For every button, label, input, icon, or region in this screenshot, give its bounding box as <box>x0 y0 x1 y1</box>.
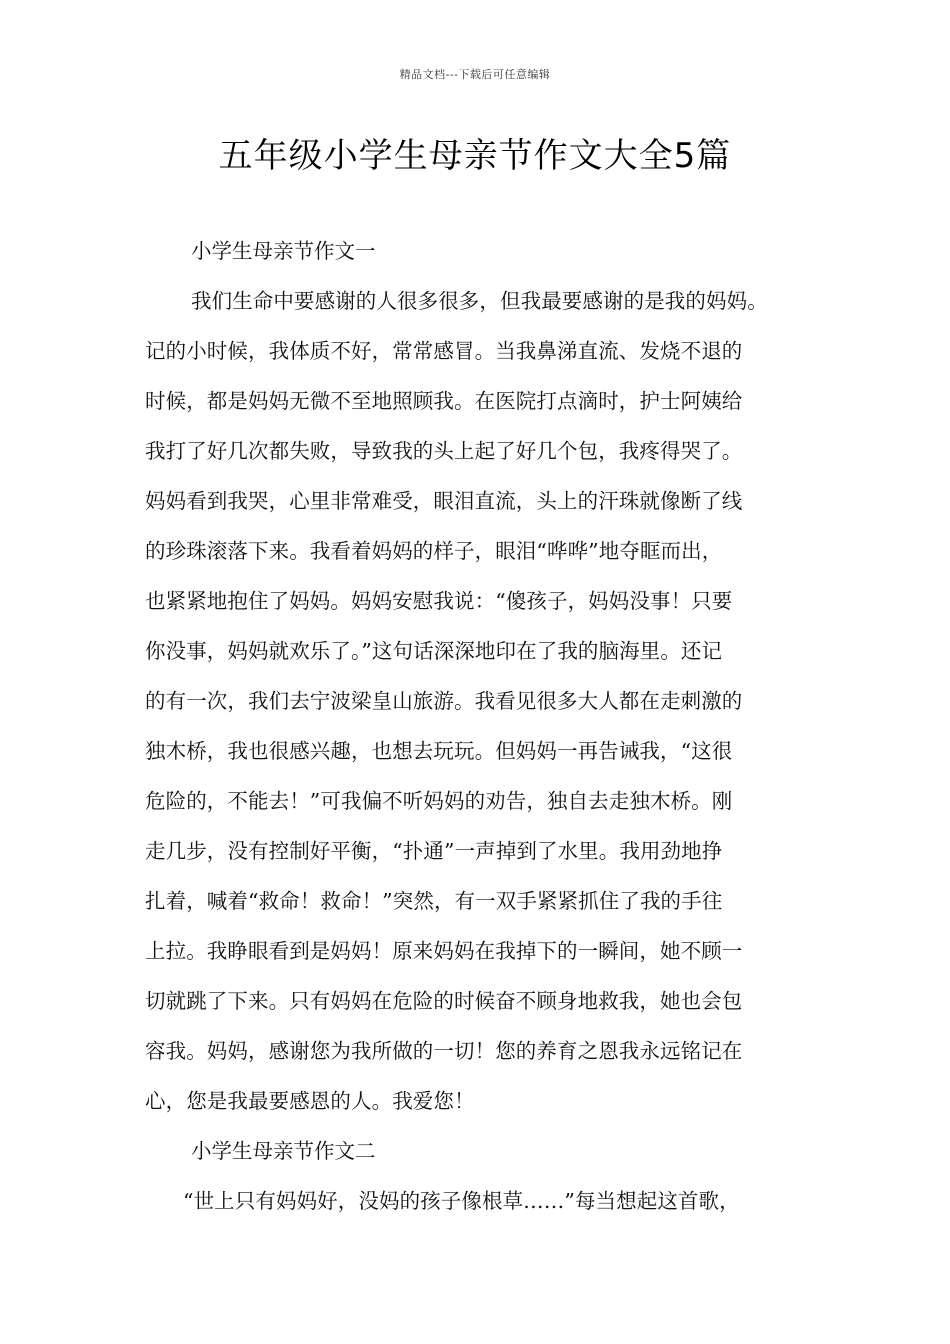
paragraph-line: 记的小时候，我体质不好，常常感冒。当我鼻涕直流、发烧不退的 <box>145 339 743 363</box>
paragraph-line: 的珍珠滚落下来。我看着妈妈的样子，眼泪“哗哗”地夺眶而出， <box>145 539 723 563</box>
paragraph-line: 也紧紧地抱住了妈妈。妈妈安慰我说：“傻孩子，妈妈没事！只要 <box>145 589 733 613</box>
paragraph-line: 时候，都是妈妈无微不至地照顾我。在医院打点滴时，护士阿姨给 <box>145 389 743 413</box>
paragraph-line: 切就跳了下来。只有妈妈在危险的时候奋不顾身地救我，她也会包 <box>145 989 743 1013</box>
paragraph-line: 危险的，不能去！”可我偏不听妈妈的劝告，独自去走独木桥。刚 <box>145 789 733 813</box>
document-body <box>145 226 810 1226</box>
document-title: 五年级小学生母亲节作文大全5篇 <box>218 136 732 176</box>
paragraph-line: 走几步，没有控制好平衡，“扑通”一声掉到了水里。我用劲地挣 <box>145 839 723 863</box>
paragraph-line: 你没事，妈妈就欢乐了。”这句话深深地印在了我的脑海里。还记 <box>145 639 723 663</box>
paragraph-line: 独木桥，我也很感兴趣，也想去玩玩。但妈妈一再告诫我，“这很 <box>145 739 733 763</box>
paragraph-line: 容我。妈妈，感谢您为我所做的一切！您的养育之恩我永远铭记在 <box>145 1039 743 1063</box>
header-note: 精品文档---下载后可任意编辑 <box>399 68 551 81</box>
paragraph-line: 的有一次，我们去宁波梁皇山旅游。我看见很多大人都在走刺激的 <box>145 689 743 713</box>
paragraph-line: 我们生命中要感谢的人很多很多，但我最要感谢的是我的妈妈。 <box>191 289 768 313</box>
paragraph-line: “世上只有妈妈好，没妈的孩子像根草……”每当想起这首歌， <box>183 1189 740 1213</box>
section-heading-1: 小学生母亲节作文一 <box>191 239 376 263</box>
paragraph-line: 扎着，喊着“救命！救命！”突然，有一双手紧紧抓住了我的手往 <box>145 889 723 913</box>
paragraph-line: 妈妈看到我哭，心里非常难受，眼泪直流，头上的汗珠就像断了线 <box>145 489 743 513</box>
paragraph-line: 我打了好几次都失败，导致我的头上起了好几个包，我疼得哭了。 <box>145 439 743 463</box>
paragraph-line: 上拉。我睁眼看到是妈妈！原来妈妈在我掉下的一瞬间，她不顾一 <box>145 939 743 963</box>
section-heading-2: 小学生母亲节作文二 <box>191 1139 376 1163</box>
paragraph-line: 心，您是我最要感恩的人。我爱您！ <box>145 1089 475 1113</box>
